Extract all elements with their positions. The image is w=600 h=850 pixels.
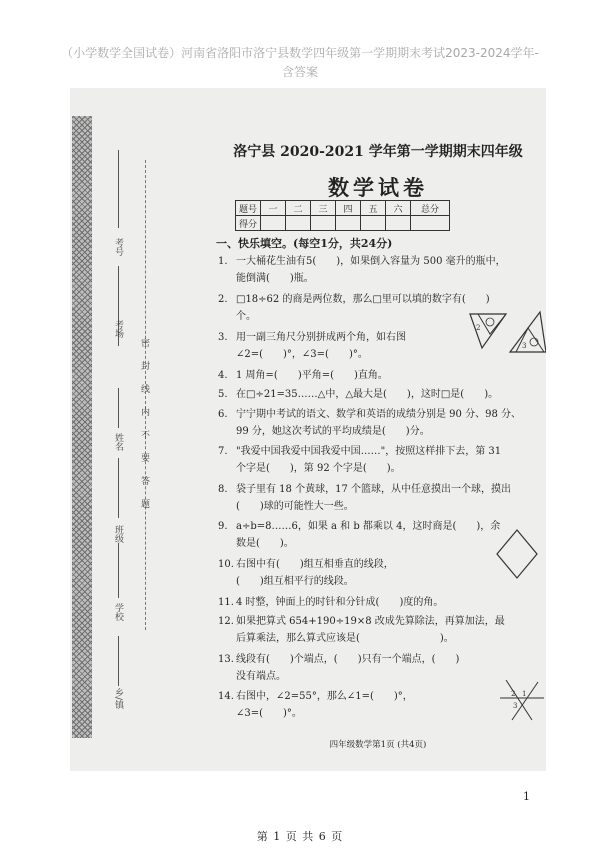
document-header (60, 44, 540, 82)
score-header-cell: 四 (336, 201, 361, 216)
field-label-exam-number: 考号 (113, 238, 123, 256)
score-cell (411, 216, 450, 231)
question-8: 8. 袋子里有 18 个黄球，17 个篮球，从中任意摸出一个球，摸出 ( )球的可能性大一些。 (218, 484, 511, 512)
score-cell (261, 216, 286, 231)
fig14-label-2: 2 (511, 690, 516, 698)
score-cell (311, 216, 336, 231)
field-line-class (118, 458, 119, 518)
field-line-school (118, 543, 119, 598)
question-14: 14. 右图中，∠2=55°，那么∠1=( )°， ∠3=( )°。 (218, 691, 413, 719)
score-table-header-row (236, 201, 450, 216)
page-footer: 第 1 页 共 6 页 (256, 830, 344, 843)
binding-hatch-strip (72, 116, 92, 738)
question-6: 6. 宁宁期中考试的语文、数学和英语的成绩分别是 90 分、98 分、 99 分，她这次考试的平均成绩是( )分。 (218, 409, 521, 437)
question-12: 12. 如果把算式 654+190÷19×8 改成先算除法，再算加法，最 后算乘法，那么算式应该是( )。 (218, 616, 505, 644)
page-number: 1 (523, 790, 530, 803)
seal-instruction: 密封线内不要答题 (139, 338, 149, 522)
field-line-exam-number (118, 150, 119, 228)
score-table-score-row (236, 216, 450, 231)
field-line-town (118, 636, 119, 686)
score-cell (386, 216, 411, 231)
score-cell (336, 216, 361, 231)
field-label-exam-room: 考场 (113, 320, 123, 338)
fig3-label-2: 2 (476, 324, 481, 332)
field-label-town: 乡/镇 (113, 688, 123, 710)
field-label-name: 姓名 (113, 433, 123, 451)
score-header-cell: 题号 (236, 201, 261, 216)
question-2: 2. □18÷62 的商是两位数，那么□里可以填的数字有( ) 个。 (218, 294, 490, 322)
binding-margin (70, 88, 152, 771)
question-13: 13. 线段有( )个端点，( )只有一个端点，( ) 没有端点。 (218, 654, 460, 682)
question-10: 10. 右图中有( )组互相垂直的线段， ( )组互相平行的线段。 (218, 559, 394, 587)
exam-subject: 数学试卷 (328, 175, 428, 200)
fig14-label-3: 3 (513, 702, 518, 710)
exam-title: 洛宁县 2020-2021 学年第一学期期末四年级 (233, 144, 523, 160)
exam-sheet (210, 88, 546, 771)
score-table (235, 200, 450, 231)
question-5: 5. 在□÷21=35……△中，△最大是( )，这时□是( )。 (218, 389, 499, 400)
fig3-label-3: 3 (522, 342, 527, 350)
fig14-label-1: 1 (522, 690, 527, 698)
score-header-cell: 三 (311, 201, 336, 216)
score-header-cell: 六 (386, 201, 411, 216)
section-heading: 一、快乐填空。(每空1分，共24分) (216, 237, 393, 250)
question-9: 9. a÷b=8……6，如果 a 和 b 都乘以 4，这时商是( )，余 数是( )。 (218, 521, 501, 549)
score-cell (361, 216, 386, 231)
scanned-exam-page (70, 88, 546, 771)
score-cell (286, 216, 311, 231)
diamond-figure (495, 528, 539, 580)
score-header-cell: 五 (361, 201, 386, 216)
field-line-name (118, 388, 119, 428)
score-header-cell: 一 (261, 201, 286, 216)
intersecting-lines-figure (498, 678, 546, 722)
question-4: 4. 1 周角=( )平角=( )直角。 (218, 370, 388, 381)
document-title-line2: 含答案 (281, 65, 318, 79)
field-label-class: 班级 (113, 525, 123, 543)
question-3: 3. 用一副三角尺分别拼成两个角，如右图 ∠2=( )°，∠3=( )°。 (218, 332, 406, 360)
set-square-angles-figure (468, 308, 546, 358)
question-7: 7. "我爱中国我爱中国我爱中国……"，按照这样排下去，第 31 个字是( )，第 92 个字是( )。 (218, 446, 502, 474)
document-title-line1: （小学数学全国试卷）河南省洛阳市洛宁县数学四年级第一学期期末考试2023-2024学年- (61, 46, 539, 60)
score-header-cell: 总分 (411, 201, 450, 216)
question-1: 1. 一大桶花生油有5( )，如果倒入容量为 500 毫升的瓶中， 能倒满( )瓶。 (218, 256, 506, 284)
score-row-label: 得分 (236, 216, 261, 231)
score-header-cell: 二 (286, 201, 311, 216)
field-label-school: 学校 (113, 603, 123, 621)
question-11: 11. 4 时整，钟面上的时针和分针成( )度的角。 (218, 597, 444, 608)
exam-page-footer: 四年级数学第1页 (共4页) (329, 740, 427, 750)
